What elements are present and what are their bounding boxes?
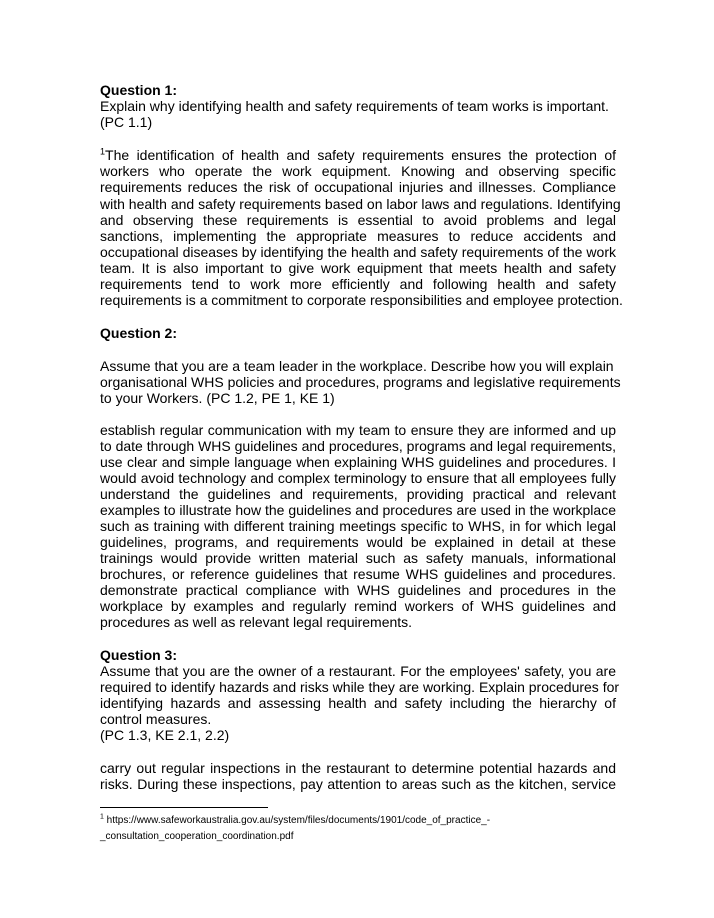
answer-2-line: brochures, or reference guidelines that resume WHS guidelines and procedures. [100,566,616,582]
answer-2-line: establish regular communication with my team to ensure they are informed and up [100,422,616,438]
question-1-prompt-line: (PC 1.1) [100,114,153,130]
question-1-heading: Question 1: [100,82,178,98]
answer-1-line: occupational diseases by identifying the health and safety requirements of the work [100,244,616,260]
footnote-line [100,814,490,827]
answer-2-line: to date through WHS guidelines and procedures, programs and legal requirements, [100,438,616,454]
answer-1-text: The identification of health and safety requirements ensures the protection of [105,147,616,163]
answer-2-line: procedures as well as relevant legal requirements. [100,614,413,630]
answer-1-line [100,147,616,163]
answer-1-line: and observing these requirements is essential to avoid problems and legal [100,212,616,228]
footnote-line: _consultation_cooperation_coordination.pdf [100,831,294,842]
answer-2-line: use clear and simple language when explaining WHS guidelines and procedures. I [100,454,616,470]
answer-1-line: team. It is also important to give work equipment that meets health and safety [100,260,616,276]
footnote-separator [100,807,268,808]
question-2-prompt-line: organisational WHS policies and procedures, programs and legislative requirements [100,374,621,390]
answer-1-line: sanctions, implementing the appropriate measures to reduce accidents and [100,228,616,244]
answer-1-line: requirements is a commitment to corporate responsibilities and employee protection. [100,292,623,308]
question-3-prompt-line: required to identify hazards and risks while they are working. Explain procedures for [100,679,620,695]
question-2-prompt-line: Assume that you are a team leader in the workplace. Describe how you will explain [100,358,614,374]
question-3-prompt-line: control measures. [100,711,212,727]
question-2-prompt-line: to your Workers. (PC 1.2, PE 1, KE 1) [100,390,335,406]
question-3-heading: Question 3: [100,647,178,663]
question-1-prompt-line: Explain why identifying health and safety requirements of team works is important. [100,98,609,114]
question-2-heading: Question 2: [100,325,178,341]
answer-2-line: guidelines, programs, and requirements would be explained in detail at these [100,534,616,550]
answer-1-line: requirements reduces the risk of occupational injuries and illnesses. Compliance [100,179,616,195]
question-3-prompt-line: (PC 1.3, KE 2.1, 2.2) [100,727,230,743]
footnote-reference: 1 [100,146,106,157]
footnote-marker: 1 [100,813,104,821]
answer-2-line: examples to illustrate how the guidelines and procedures are used in the workplace [100,502,616,518]
answer-1-line: workers who operate the work equipment. Knowing and observing specific [100,163,616,179]
question-3-prompt-line: Assume that you are the owner of a restaurant. For the employees' safety, you are [100,663,616,679]
answer-1-line: with health and safety requirements based on labor laws and regulations. Identifying [100,196,621,212]
answer-2-line: demonstrate practical compliance with WHS guidelines and procedures in the [100,582,616,598]
answer-2-line: would avoid technology and complex terminology to ensure that all employees fully [100,470,616,486]
answer-2-line: understand the guidelines and requirements, providing practical and relevant [100,486,616,502]
answer-1-line: requirements tend to work more efficiently and following health and safety [100,276,616,292]
answer-2-line: trainings would provide written material such as safety manuals, informational [100,550,616,566]
answer-2-line: such as training with different training meetings specific to WHS, in for which legal [100,518,616,534]
answer-3-line: carry out regular inspections in the restaurant to determine potential hazards and [100,760,616,776]
answer-2-line: workplace by examples and regularly remind workers of WHS guidelines and [100,598,616,614]
footnote-url: https://www.safeworkaustralia.gov.au/system/files/documents/1901/code_of_practice_- [103,815,491,826]
question-3-prompt-line: identifying hazards and assessing health and safety including the hierarchy of [100,695,616,711]
answer-3-line: risks. During these inspections, pay attention to areas such as the kitchen, service [100,776,616,792]
